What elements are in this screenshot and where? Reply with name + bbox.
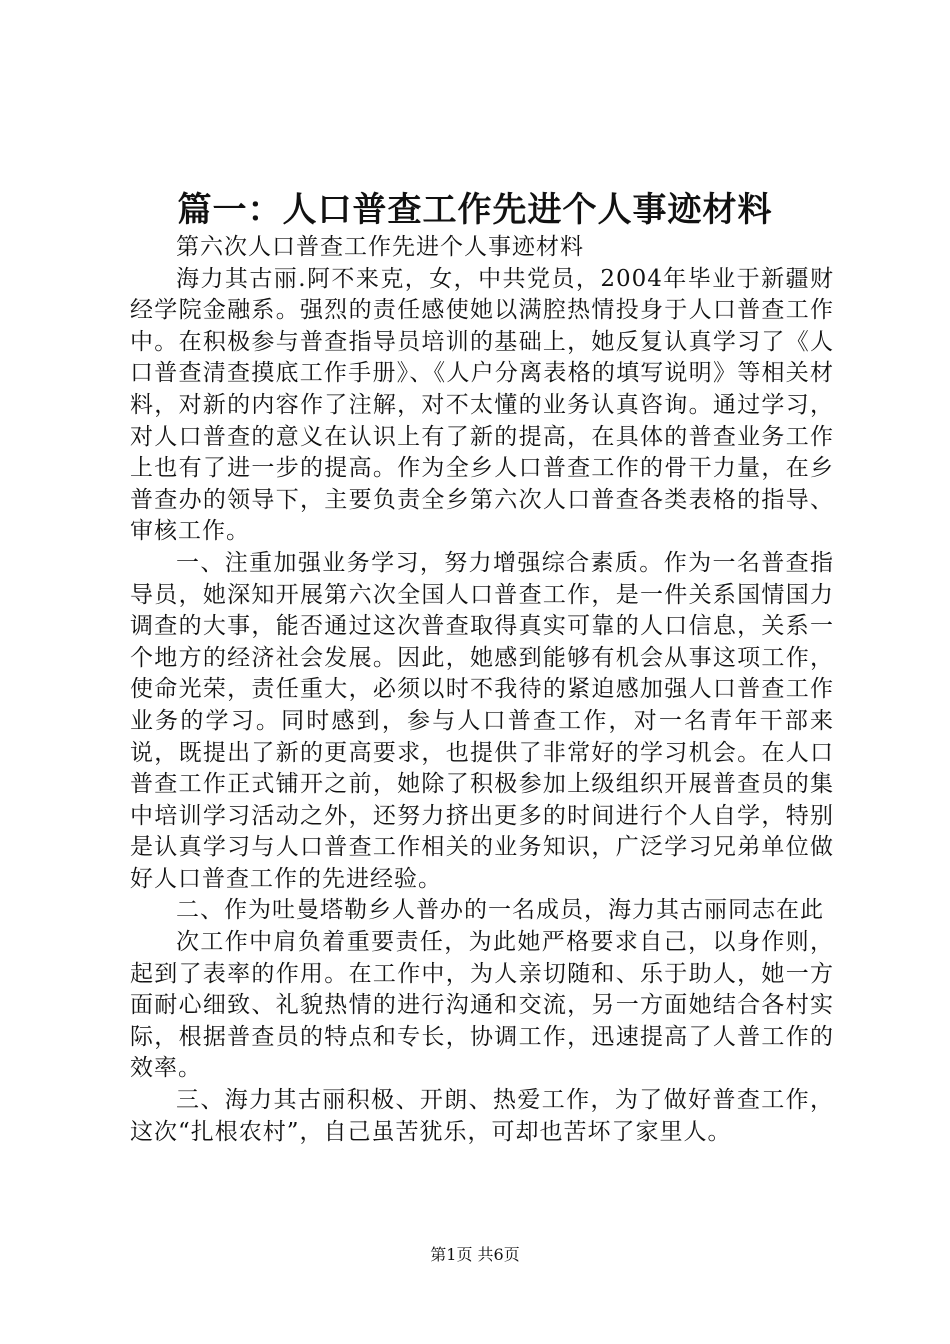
paragraph-section-one: 一、注重加强业务学习，努力增强综合素质。作为一名普查指导员，她深知开展第六次全国人口普查工作，是一件关系国情国力调查的大事，能否通过这次普查取得真实可靠的人口信息，关系一个地方的经济社会发展。因此，她感到能够有机会从事这项工作，使命光荣，责任重大，必须以时不我待的紧迫感加强人口普查工作业务的学习。同时感到，参与人口普查工作，对一名青年干部来说，既提出了新的更高要求，也提供了非常好的学习机会。在人口普查工作正式铺开之前，她除了积极参加上级组织开展普查员的集中培训学习活动之外，还努力挤出更多的时间进行个人自学，特别是认真学习与人口普查工作相关的业务知识，广泛学习兄弟单位做好人口普查工作的先进经验。 — [130, 549, 834, 892]
paragraph-section-two: 二、作为吐曼塔勒乡人普办的一名成员，海力其古丽同志在此 — [176, 897, 824, 924]
document-title: 篇一：人口普查工作先进个人事迹材料 — [177, 190, 773, 230]
paragraph-intro: 海力其古丽.阿不来克，女，中共党员，2004年毕业于新疆财经学院金融系。强烈的责任感使她以满腔热情投身于人口普查工作中。在积极参与普查指导员培训的基础上，她反复认真学习了《人口普查清查摸底工作手册》、《人户分离表格的填写说明》等相关材料，对新的内容作了注解，对不太懂的业务认真咨询。通过学习，对人口普查的意义在认识上有了新的提高，在具体的普查业务工作上也有了进一步的提高。作为全乡人口普查工作的骨干力量，在乡普查办的领导下，主要负责全乡第六次人口普查各类表格的指导、审核工作。 — [130, 265, 834, 545]
paragraph-section-three: 三、海力其古丽积极、开朗、热爱工作，为了做好普查工作，这次“扎根农村”，自己虽苦犹乐，可却也苦坏了家里人。 — [130, 1087, 834, 1145]
page-number-footer: 第1页 共6页 — [430, 1245, 520, 1264]
document-body — [130, 232, 834, 1148]
paragraph-subtitle: 第六次人口普查工作先进个人事迹材料 — [176, 234, 584, 260]
paragraph-section-two-continued: 次工作中肩负着重要责任，为此她严格要求自己，以身作则，起到了表率的作用。在工作中，为人亲切随和、乐于助人，她一方面耐心细致、礼貌热情的进行沟通和交流，另一方面她结合各村实际，根据普查员的特点和专长，协调工作，迅速提高了人普工作的效率。 — [130, 929, 834, 1082]
